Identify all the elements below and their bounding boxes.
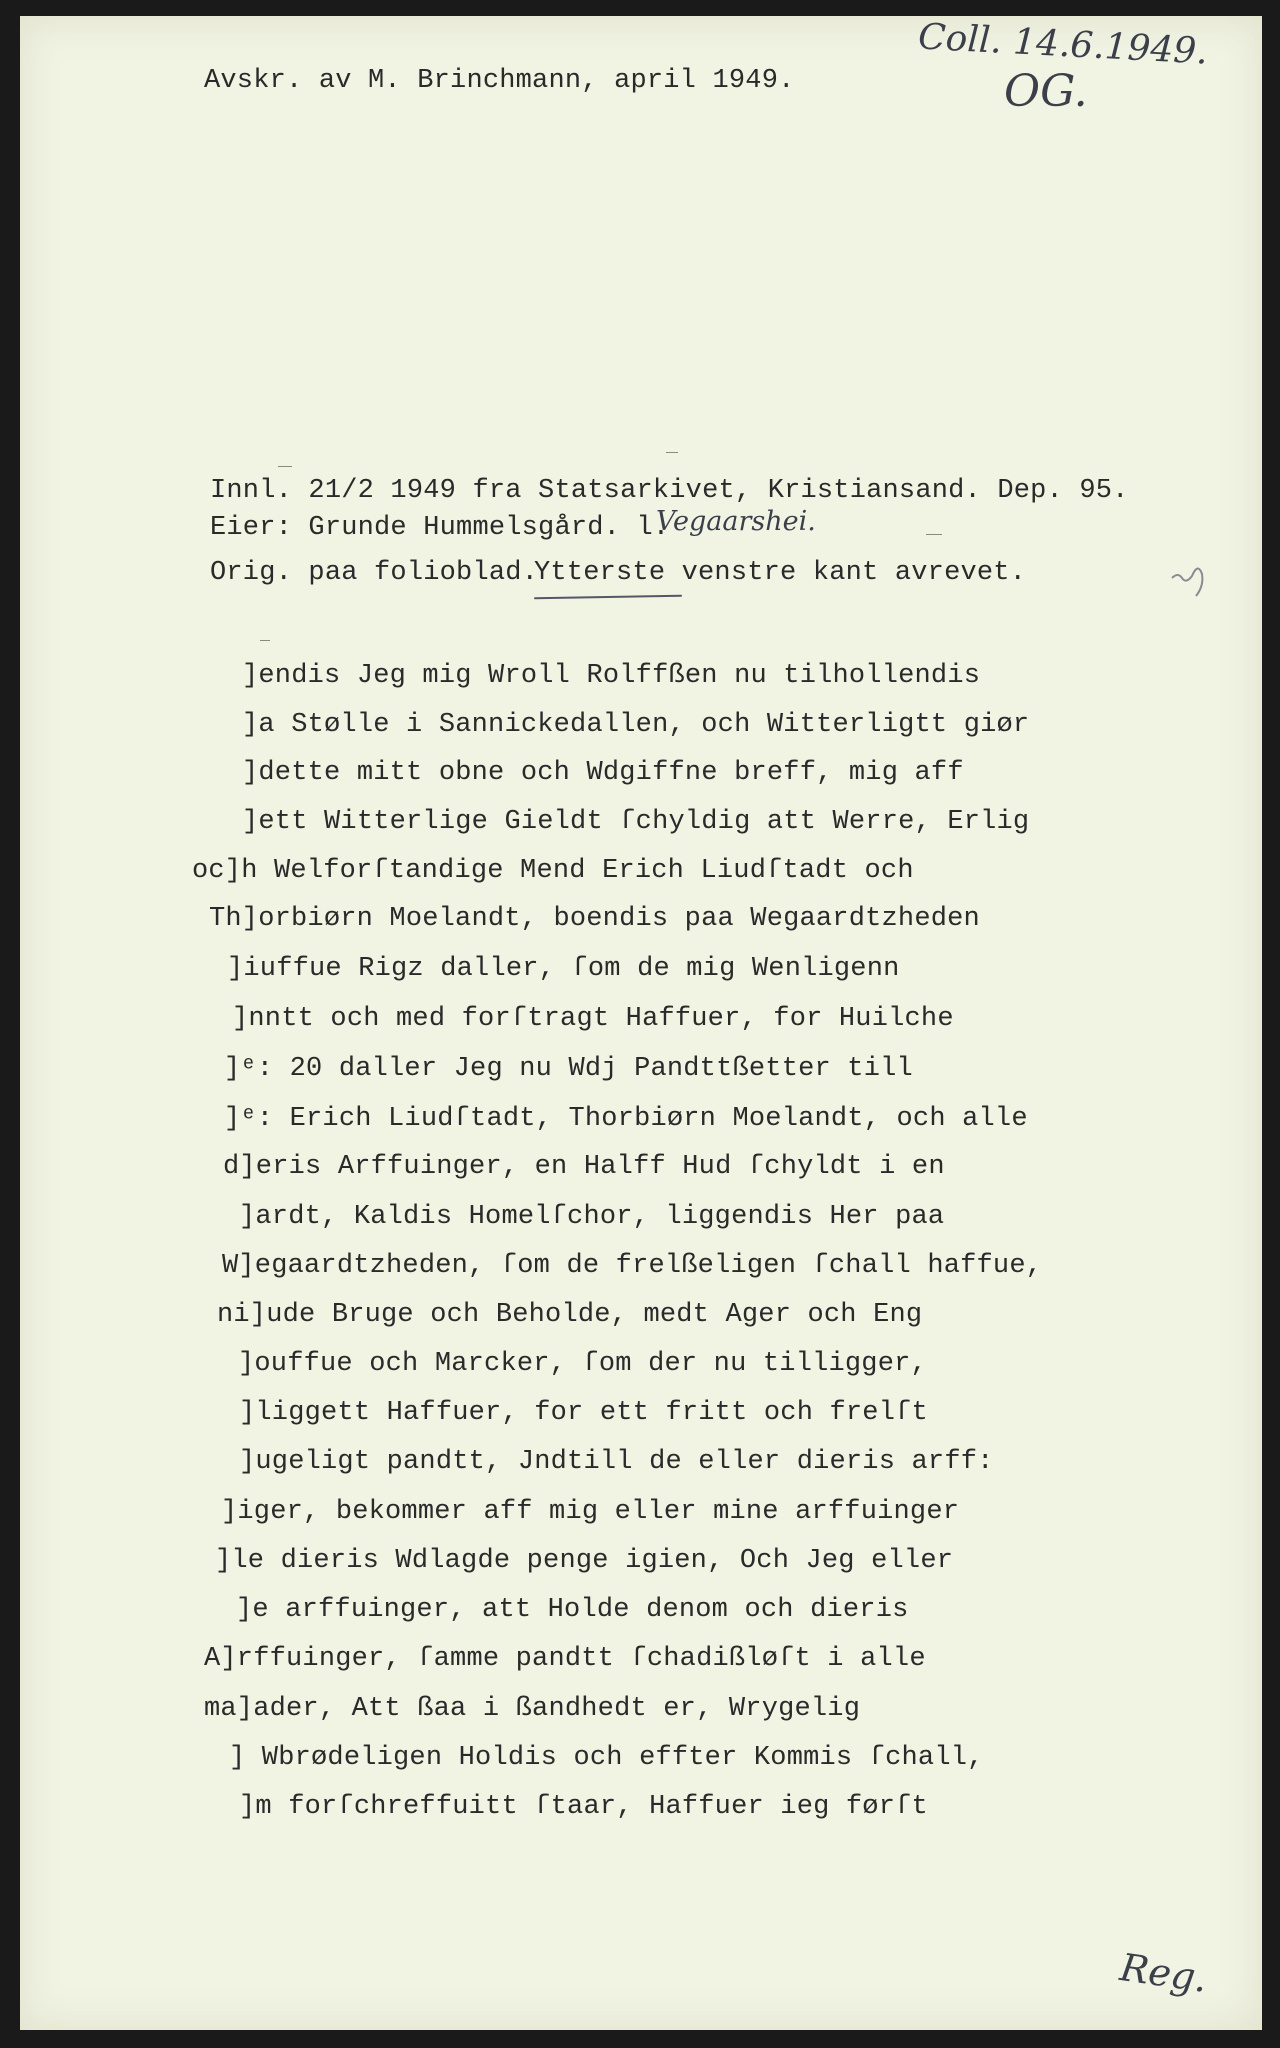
separator-dash bbox=[278, 466, 292, 467]
body-line: W]egaardtzheden, ſom de frelßeligen ſchall haffue, bbox=[222, 1251, 1043, 1281]
body-line: ]liggett Haffuer, for ett fritt och frelſt bbox=[239, 1398, 928, 1428]
separator-dash bbox=[260, 640, 270, 641]
body-line: ni]ude Bruge och Beholde, medt Ager och Eng bbox=[217, 1300, 923, 1330]
document-sheet bbox=[20, 16, 1262, 2030]
margin-scribble bbox=[1170, 552, 1230, 602]
body-line: Th]orbiørn Moelandt, boendis paa Wegaardtzheden bbox=[209, 904, 980, 934]
transcription-note: Avskr. av M. Brinchmann, april 1949. bbox=[204, 66, 795, 96]
body-line: oc]h Welforſtandige Mend Erich Liudſtadt och bbox=[192, 856, 914, 886]
body-line: ]e arffuinger, att Holde denom och dieris bbox=[236, 1595, 909, 1625]
separator-dash bbox=[666, 452, 678, 453]
original-line: Orig. paa folioblad. bbox=[210, 558, 539, 588]
body-line: ]ouffue och Marcker, ſom der nu tilligger, bbox=[238, 1349, 927, 1379]
register-mark-handwritten: Reg. bbox=[1117, 1945, 1211, 2001]
body-line: ]ugeligt pandtt, Jndtill de eller dieris arff: bbox=[239, 1447, 994, 1477]
body-line: ] Wbrødeligen Holdis och effter Kommis ſchall, bbox=[229, 1743, 984, 1773]
body-line: ]iger, bekommer aff mig eller mine arffuinger bbox=[221, 1497, 960, 1527]
body-line: ]endis Jeg mig Wroll Rolffßen nu tilhollendis bbox=[242, 661, 981, 691]
received-line: Innl. 21/2 1949 fra Statsarkivet, Kristiansand. Dep. 95. bbox=[210, 476, 1129, 506]
body-line: ]iuffue Rigz daller, ſom de mig Wenligenn bbox=[227, 954, 900, 984]
condition-underline bbox=[534, 595, 682, 600]
body-line: ]a Stølle i Sannickedallen, och Witterligtt giør bbox=[242, 710, 1030, 740]
body-line: ]ardt, Kaldis Homelſchor, liggendis Her paa bbox=[239, 1202, 945, 1232]
owner-place-handwritten: Vegaarshei. bbox=[656, 506, 816, 537]
collection-date-handwritten: Coll. 14.6.1949. bbox=[917, 16, 1209, 73]
body-line: A]rffuinger, ſamme pandtt ſchadißløſt i alle bbox=[204, 1644, 926, 1674]
condition-line: Ytterste venstre kant avrevet. bbox=[534, 558, 1027, 588]
body-line: ]le dieris Wdlagde penge igien, Och Jeg eller bbox=[215, 1546, 954, 1576]
body-line: ]ᵉ: Erich Liudſtadt, Thorbiørn Moelandt, och alle bbox=[224, 1104, 1028, 1134]
body-line: d]eris Arffuinger, en Halff Hud ſchyldt i en bbox=[223, 1152, 945, 1182]
separator-dash bbox=[926, 534, 942, 535]
body-line: ma]ader, Att ßaa i ßandhedt er, Wrygelig bbox=[204, 1694, 861, 1724]
body-line: ]dette mitt obne och Wdgiffne breff, mig aff bbox=[242, 758, 964, 788]
body-line: ]nntt och med forſtragt Haffuer, for Huilche bbox=[232, 1004, 954, 1034]
body-line: ]ᵉ: 20 daller Jeg nu Wdj Pandttßetter till bbox=[224, 1054, 913, 1084]
initials-handwritten: OG. bbox=[1004, 66, 1088, 117]
body-line: ]ett Witterlige Gieldt ſchyldig att Werre, Erlig bbox=[242, 807, 1030, 837]
owner-line: Eier: Grunde Hummelsgård. l. bbox=[210, 513, 670, 543]
body-line: ]m forſchreffuitt ſtaar, Haffuer ieg førſt bbox=[239, 1792, 928, 1822]
